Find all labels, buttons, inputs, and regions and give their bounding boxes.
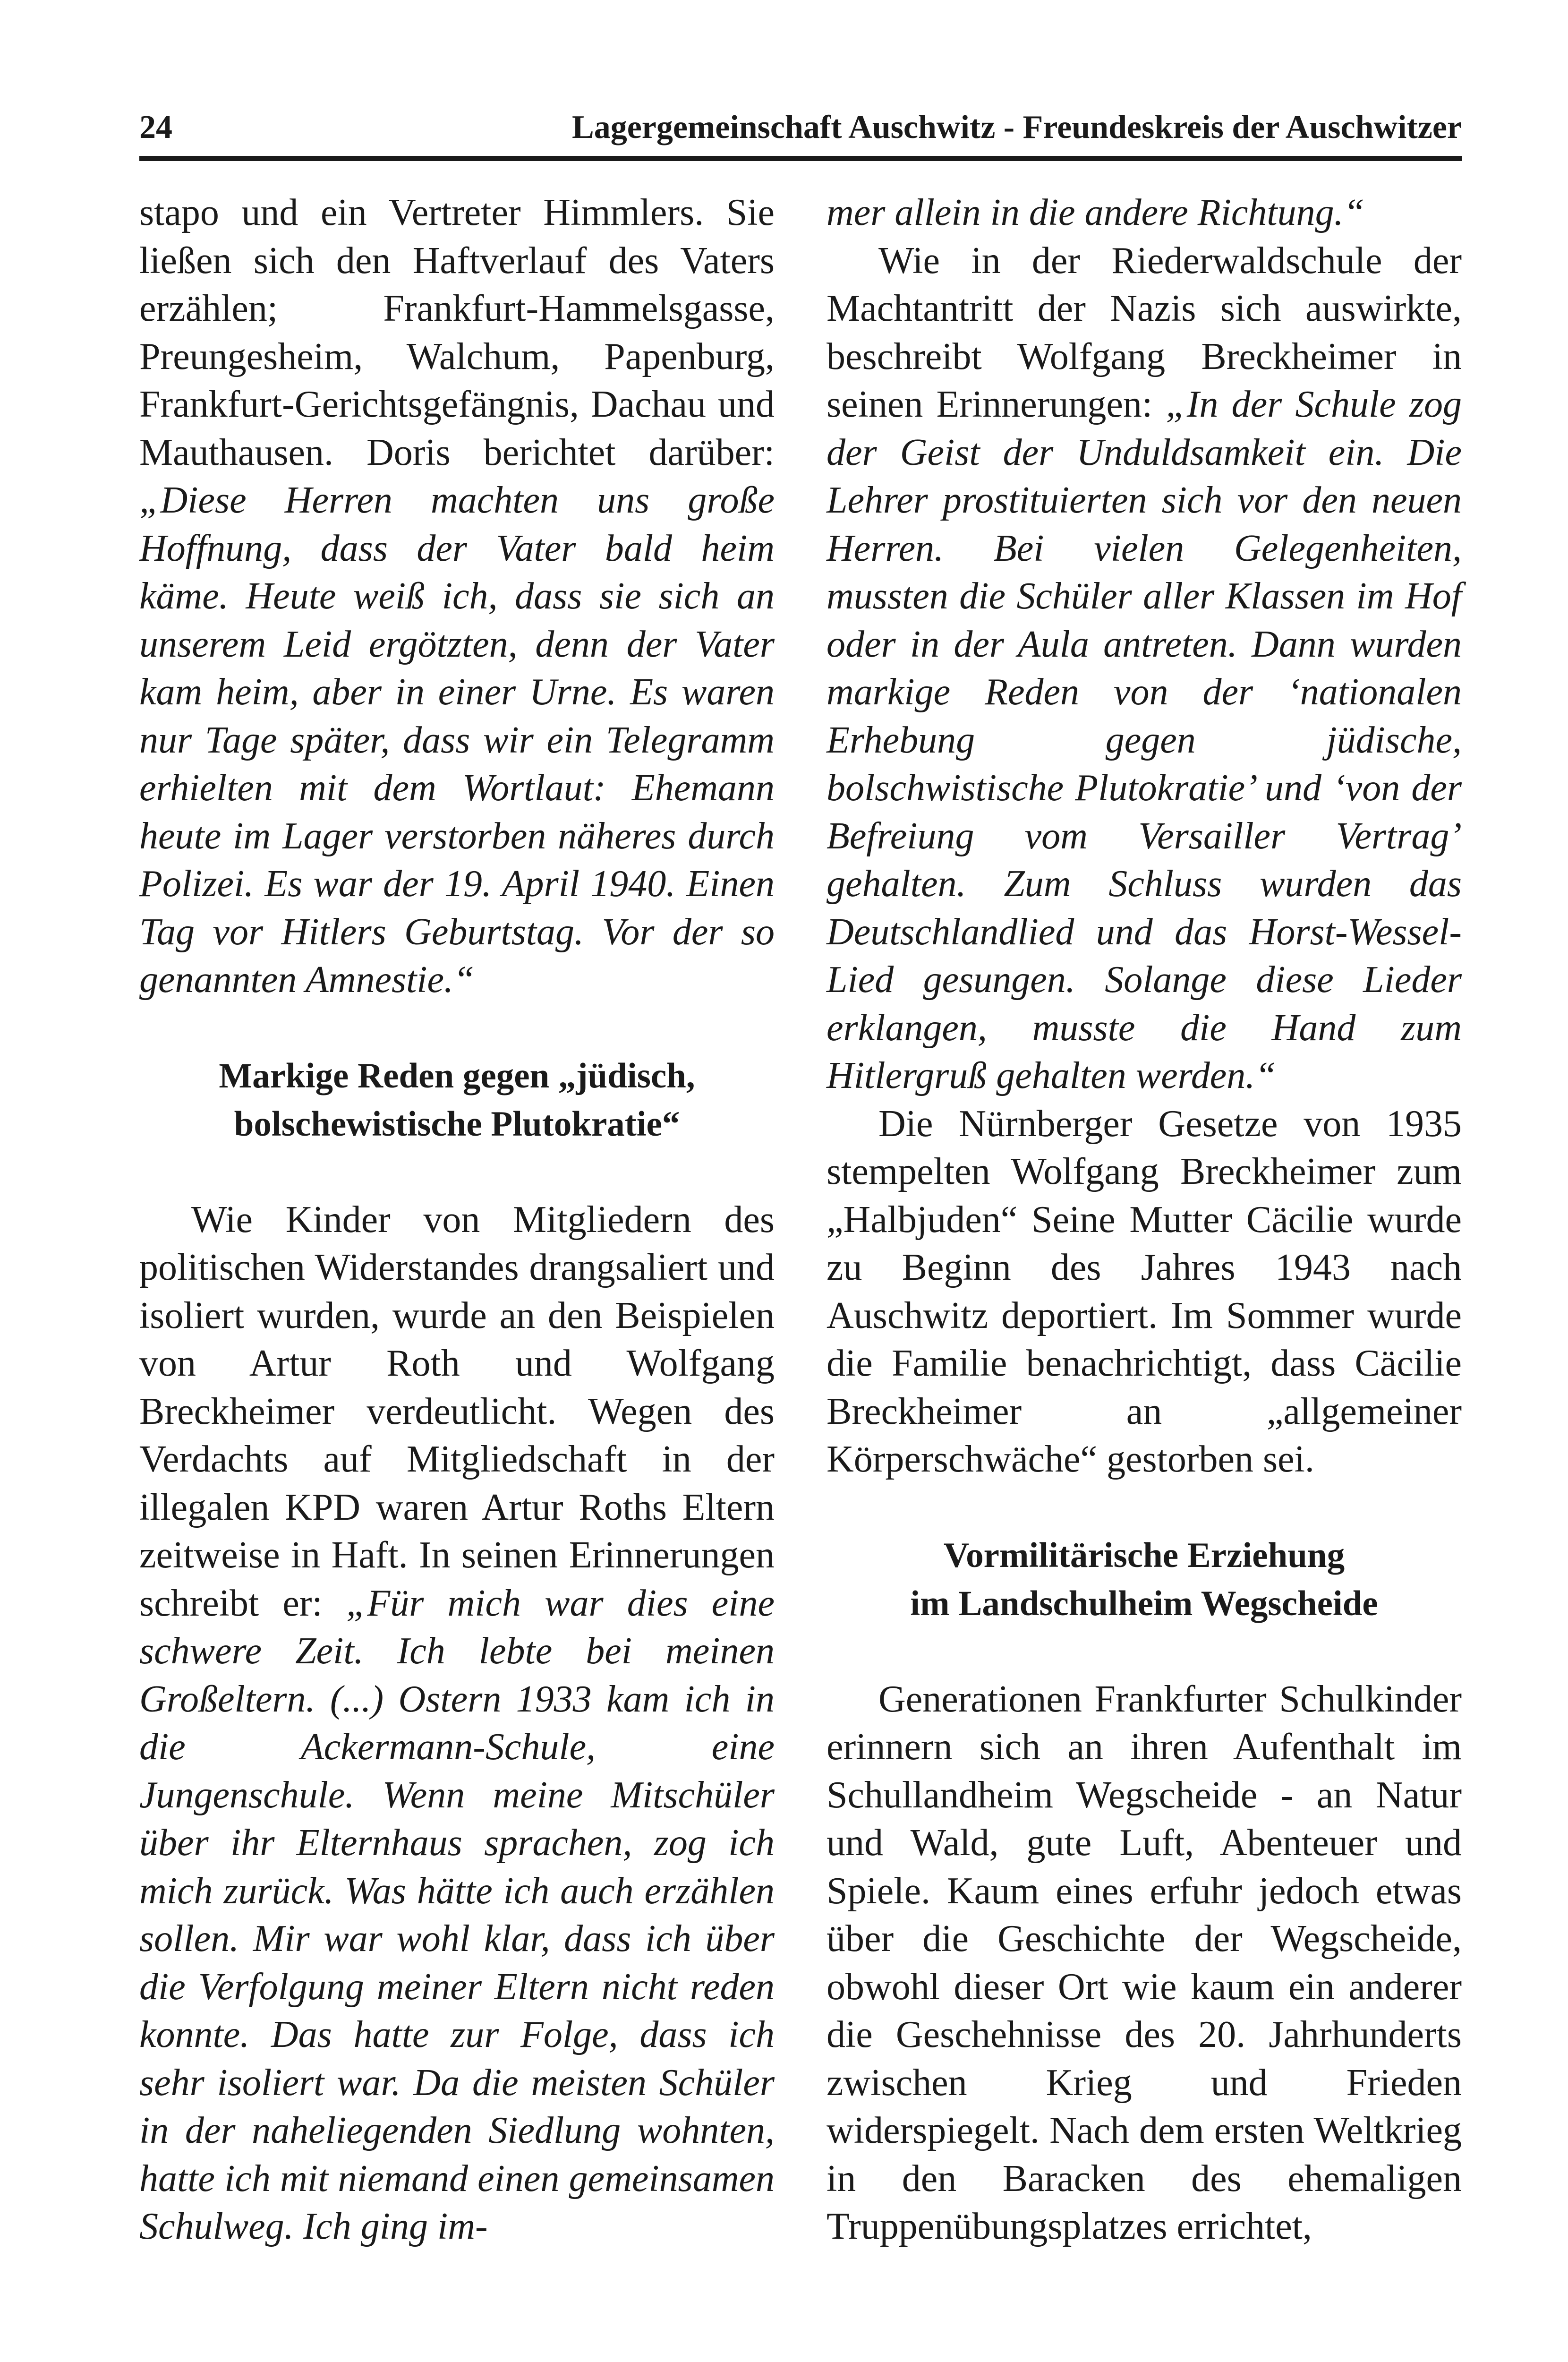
header-rule	[139, 156, 1462, 161]
heading-line: im Landschulheim Wegscheide	[910, 1583, 1378, 1623]
paragraph-artur-roth	[139, 1196, 775, 2251]
quote-doris: „Diese Herren machten uns große Hoffnung, dass der Vater bald heim käme. Heute weiß ich, dass sie sich an unserem Leid ergötzten, denn der Vater kam heim, aber in einer Urne. Es waren nur Tage später, dass wir ein Telegramm erhielten mit dem Wortlaut: Ehemann heute im Lager verstorben näheres durch Polizei. Es war der 19. April 1940. Einen Tag vor Hitlers Geburtstag. Vor der so genannten Amnestie.“	[139, 479, 775, 1001]
paragraph-text: Wie Kinder von Mitgliedern des politischen Widerstandes drangsaliert und isoliert wurden, wurde an den Beispielen von Artur Roth und Wolfgang Breckheimer verdeutlicht. Wegen des Verdachts auf Mitgliedschaft in der illegalen KPD waren Artur Roths Eltern zeitweise in Haft. In seinen Erinnerungen schreibt er:	[139, 1198, 775, 1624]
paragraph-wegscheide: Generationen Frankfurter Schulkinder erinnern sich an ihren Aufenthalt im Schullandheim Wegscheide - an Natur und Wald, gute Luft, Abenteuer und Spiele. Kaum eines erfuhr jedoch etwas über die Geschichte der Wegscheide, obwohl dieser Ort wie kaum ein anderer die Geschehnisse des 20. Jahrhunderts zwischen Krieg und Frieden widerspiegelt. Nach dem ersten Weltkrieg in den Baracken des ehemaligen Truppenübungsplatzes errichtet,	[827, 1678, 1462, 2247]
left-column	[139, 189, 775, 2251]
section-heading-vormilitaerische-erziehung	[827, 1532, 1462, 1627]
quote-breckheimer: „In der Schule zog der Geist der Unduldsamkeit ein. Die Lehrer prostituierten sich vor den neuen Herren. Bei vielen Gelegenheiten, mussten die Schüler aller Klassen im Hof oder in der Aula antreten. Dann wurden markige Reden von der ‘nationalen Erhebung gegen jüdische, bolschwistische Plutokratie’ und ‘von der Befreiung vom Versailler Vertrag’ gehalten. Zum Schluss wurden das Deutschlandlied und das Horst-Wessel-Lied gesungen. Solange diese Lieder erklangen, musste die Hand zum Hitlergruß gehalten werden.“	[827, 384, 1462, 1096]
quote-artur-roth-end: mer allein in die andere Richtung.“	[827, 192, 1365, 233]
section-heading-markige-reden	[139, 1052, 775, 1148]
paragraph-breckheimer	[827, 237, 1462, 1100]
paragraph-text: Wie in der Riederwaldschule der Machtantritt der Nazis sich auswirkte, beschreibt Wolfgang Breckheimer in seinen Erinnerungen:	[827, 240, 1462, 425]
paragraph-text: stapo und ein Vertreter Himmlers. Sie ließen sich den Haftverlauf des Vaters erzählen; Frankfurt-Hammelsgasse, Preungesheim, Walchum, Papenburg, Frankfurt-Gerichtsgefängnis, Dachau und Mauthausen. Doris berichtet darüber:	[139, 192, 775, 473]
spacer	[827, 1484, 1462, 1532]
spacer	[139, 1148, 775, 1196]
spacer	[139, 1004, 775, 1053]
paragraph-doris-account	[139, 189, 775, 1004]
paragraph-nuernberger-gesetze: Die Nürnberger Gesetze von 1935 stempelten Wolfgang Breckheimer zum „Halbjuden“ Seine Mutter Cäcilie wurde zu Beginn des Jahres 1943 nach Auschwitz deportiert. Im Sommer wurde die Familie benachrichtigt, dass Cäcilie Breckheimer an „allgemeiner Körperschwäche“ gestorben sei.	[827, 1103, 1462, 1480]
heading-line: Markige Reden gegen „jüdisch,	[219, 1056, 695, 1095]
heading-line: Vormilitärische Erziehung	[943, 1536, 1345, 1575]
paragraph-quote-continuation	[827, 189, 1462, 237]
running-title: Lagergemeinschaft Auschwitz - Freundeskreis der Auschwitzer	[572, 109, 1462, 145]
page-header	[139, 102, 1462, 154]
heading-line: bolschewistische Plutokratie“	[234, 1104, 680, 1144]
right-column	[827, 189, 1462, 2251]
page-number: 24	[139, 109, 172, 145]
quote-artur-roth: „Für mich war dies eine schwere Zeit. Ich lebte bei meinen Großeltern. (...) Ostern 1933 kam ich in die Ackermann-Schule, eine Jungenschule. Wenn meine Mitschüler über ihr Elternhaus sprachen, zog ich mich zurück. Was hätte ich auch erzählen sollen. Mir war wohl klar, dass ich über die Verfolgung meiner Eltern nicht reden konnte. Das hatte zur Folge, dass ich sehr isoliert war. Da die meisten Schüler in der naheliegenden Siedlung wohnten, hatte ich mit niemand einen gemeinsamen Schulweg. Ich ging im-	[139, 1582, 775, 2247]
spacer	[827, 1627, 1462, 1676]
